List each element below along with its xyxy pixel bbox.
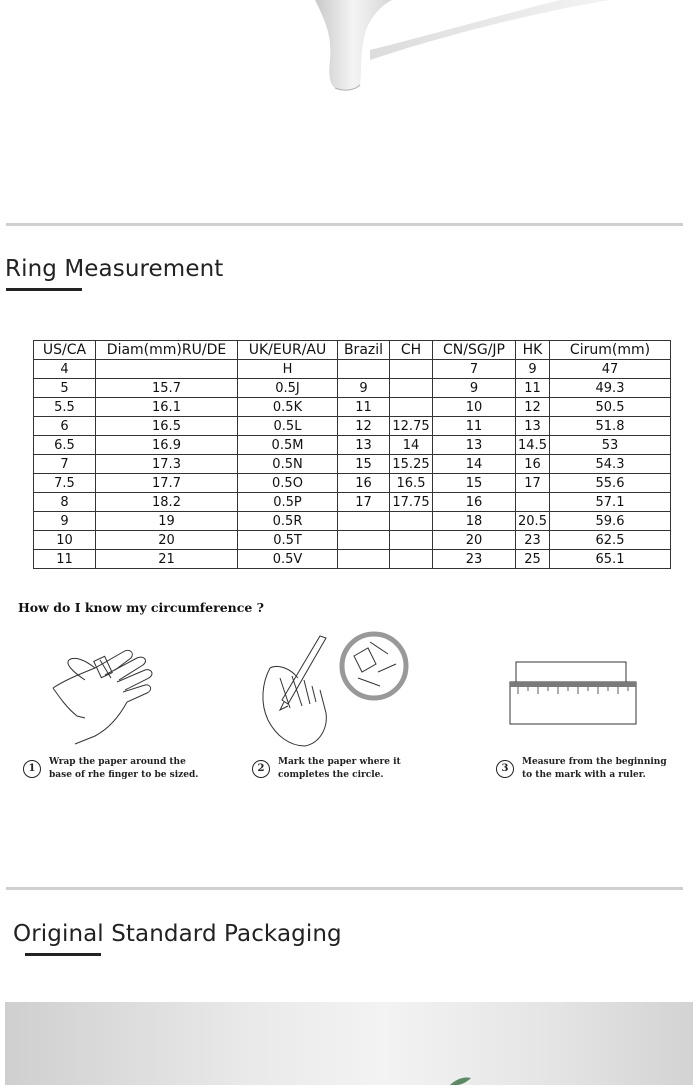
step-1-caption — [49, 756, 198, 782]
table-row — [34, 417, 671, 436]
table-header-cell: Brazil — [338, 341, 390, 360]
table-cell: 16.1 — [96, 398, 238, 417]
table-cell: 14 — [433, 455, 516, 474]
packaging-title: Original Standard Packaging — [13, 921, 342, 947]
ring-size-table — [33, 340, 671, 569]
table-row — [34, 512, 671, 531]
table-cell: 17.7 — [96, 474, 238, 493]
table-cell: 0.5N — [238, 455, 338, 474]
table-cell: 10 — [34, 531, 96, 550]
step-3-line-2: to the mark with a ruler. — [522, 770, 646, 780]
hand-wrap-illustration — [45, 630, 165, 752]
table-cell: 20.5 — [516, 512, 550, 531]
table-cell: 14 — [390, 436, 433, 455]
step-2-line-2: completes the circle. — [278, 770, 384, 780]
table-cell — [390, 550, 433, 569]
table-cell — [390, 398, 433, 417]
step-3-line-1: Measure from the beginning — [522, 757, 667, 767]
table-cell: 0.5V — [238, 550, 338, 569]
table-cell — [390, 512, 433, 531]
table-cell: 51.8 — [550, 417, 671, 436]
table-cell: 12 — [338, 417, 390, 436]
table-cell: 8 — [34, 493, 96, 512]
packaging-photo — [5, 1002, 693, 1085]
ring-measurement-title: Ring Measurement — [5, 256, 224, 282]
table-cell: 0.5J — [238, 379, 338, 398]
table-header-cell: CH — [390, 341, 433, 360]
table-header-cell: Diam(mm)RU/DE — [96, 341, 238, 360]
table-cell: 9 — [433, 379, 516, 398]
table-row — [34, 474, 671, 493]
table-cell: 50.5 — [550, 398, 671, 417]
ruler-illustration — [508, 660, 638, 726]
step-3-number: 3 — [496, 760, 514, 778]
table-cell: 6 — [34, 417, 96, 436]
table-row — [34, 493, 671, 512]
table-cell: 57.1 — [550, 493, 671, 512]
table-cell: 15.7 — [96, 379, 238, 398]
table-cell: 13 — [338, 436, 390, 455]
table-cell: 0.5R — [238, 512, 338, 531]
table-cell: 14.5 — [516, 436, 550, 455]
step-1-line-2: base of rhe finger to be sized. — [49, 770, 199, 780]
table-cell: 13 — [516, 417, 550, 436]
table-row — [34, 436, 671, 455]
table-cell: 23 — [516, 531, 550, 550]
ring-measurement-underline — [6, 288, 82, 291]
table-row — [34, 379, 671, 398]
table-header-cell: CN/SG/JP — [433, 341, 516, 360]
table-header-cell: Cirum(mm) — [550, 341, 671, 360]
table-cell: 5.5 — [34, 398, 96, 417]
table-cell: 16 — [338, 474, 390, 493]
packaging-underline — [25, 953, 101, 956]
table-header-cell: HK — [516, 341, 550, 360]
table-cell: 15.25 — [390, 455, 433, 474]
table-cell: 11 — [34, 550, 96, 569]
table-cell — [390, 531, 433, 550]
table-cell: 7.5 — [34, 474, 96, 493]
table-cell — [390, 379, 433, 398]
table-cell: 11 — [516, 379, 550, 398]
table-cell — [338, 512, 390, 531]
step-2-number: 2 — [252, 760, 270, 778]
table-cell — [338, 550, 390, 569]
table-cell: 54.3 — [550, 455, 671, 474]
table-cell: 55.6 — [550, 474, 671, 493]
circumference-question: How do I know my circumference ? — [18, 600, 264, 615]
table-row — [34, 360, 671, 379]
table-cell: 6.5 — [34, 436, 96, 455]
step-1-line-1: Wrap the paper around the — [49, 757, 186, 767]
table-row — [34, 398, 671, 417]
table-cell: 20 — [96, 531, 238, 550]
table-header-cell: UK/EUR/AU — [238, 341, 338, 360]
table-cell: 16 — [433, 493, 516, 512]
table-cell — [96, 360, 238, 379]
step-2-caption — [278, 756, 401, 782]
table-cell: 12 — [516, 398, 550, 417]
table-cell — [516, 493, 550, 512]
section-divider-top — [6, 223, 683, 226]
table-row — [34, 531, 671, 550]
table-cell: 0.5L — [238, 417, 338, 436]
step-1-number: 1 — [23, 760, 41, 778]
table-cell: 16.5 — [96, 417, 238, 436]
table-cell: 7 — [433, 360, 516, 379]
ring-product-photo — [0, 0, 700, 110]
table-cell: H — [238, 360, 338, 379]
table-cell: 65.1 — [550, 550, 671, 569]
table-cell: 21 — [96, 550, 238, 569]
section-divider-bottom — [6, 887, 683, 890]
table-header-cell: US/CA — [34, 341, 96, 360]
table-cell: 17.3 — [96, 455, 238, 474]
table-cell: 0.5O — [238, 474, 338, 493]
table-cell: 16 — [516, 455, 550, 474]
table-cell: 18 — [433, 512, 516, 531]
table-cell: 18.2 — [96, 493, 238, 512]
mark-paper-illustration — [250, 628, 412, 750]
table-cell: 9 — [34, 512, 96, 531]
table-cell: 47 — [550, 360, 671, 379]
table-cell: 15 — [338, 455, 390, 474]
table-cell: 11 — [338, 398, 390, 417]
table-cell: 4 — [34, 360, 96, 379]
table-cell: 0.5T — [238, 531, 338, 550]
table-cell — [338, 531, 390, 550]
table-cell: 7 — [34, 455, 96, 474]
table-cell: 12.75 — [390, 417, 433, 436]
table-row — [34, 550, 671, 569]
table-cell: 62.5 — [550, 531, 671, 550]
table-cell: 49.3 — [550, 379, 671, 398]
packaging-leaf-detail — [5, 1002, 693, 1085]
table-cell: 19 — [96, 512, 238, 531]
table-cell: 16.9 — [96, 436, 238, 455]
table-cell: 16.5 — [390, 474, 433, 493]
table-cell: 53 — [550, 436, 671, 455]
table-cell: 13 — [433, 436, 516, 455]
table-cell — [338, 360, 390, 379]
table-cell: 17.75 — [390, 493, 433, 512]
table-cell — [390, 360, 433, 379]
table-cell: 0.5K — [238, 398, 338, 417]
table-cell: 25 — [516, 550, 550, 569]
step-3-caption — [522, 756, 667, 782]
table-cell: 10 — [433, 398, 516, 417]
table-cell: 9 — [338, 379, 390, 398]
table-cell: 9 — [516, 360, 550, 379]
step-2-line-1: Mark the paper where it — [278, 757, 401, 767]
table-cell: 0.5P — [238, 493, 338, 512]
table-cell: 17 — [338, 493, 390, 512]
table-row — [34, 455, 671, 474]
table-cell: 15 — [433, 474, 516, 493]
table-cell: 20 — [433, 531, 516, 550]
table-cell: 11 — [433, 417, 516, 436]
table-cell: 59.6 — [550, 512, 671, 531]
table-cell: 5 — [34, 379, 96, 398]
table-header-row — [34, 341, 671, 360]
table-cell: 23 — [433, 550, 516, 569]
table-cell: 0.5M — [238, 436, 338, 455]
table-cell: 17 — [516, 474, 550, 493]
